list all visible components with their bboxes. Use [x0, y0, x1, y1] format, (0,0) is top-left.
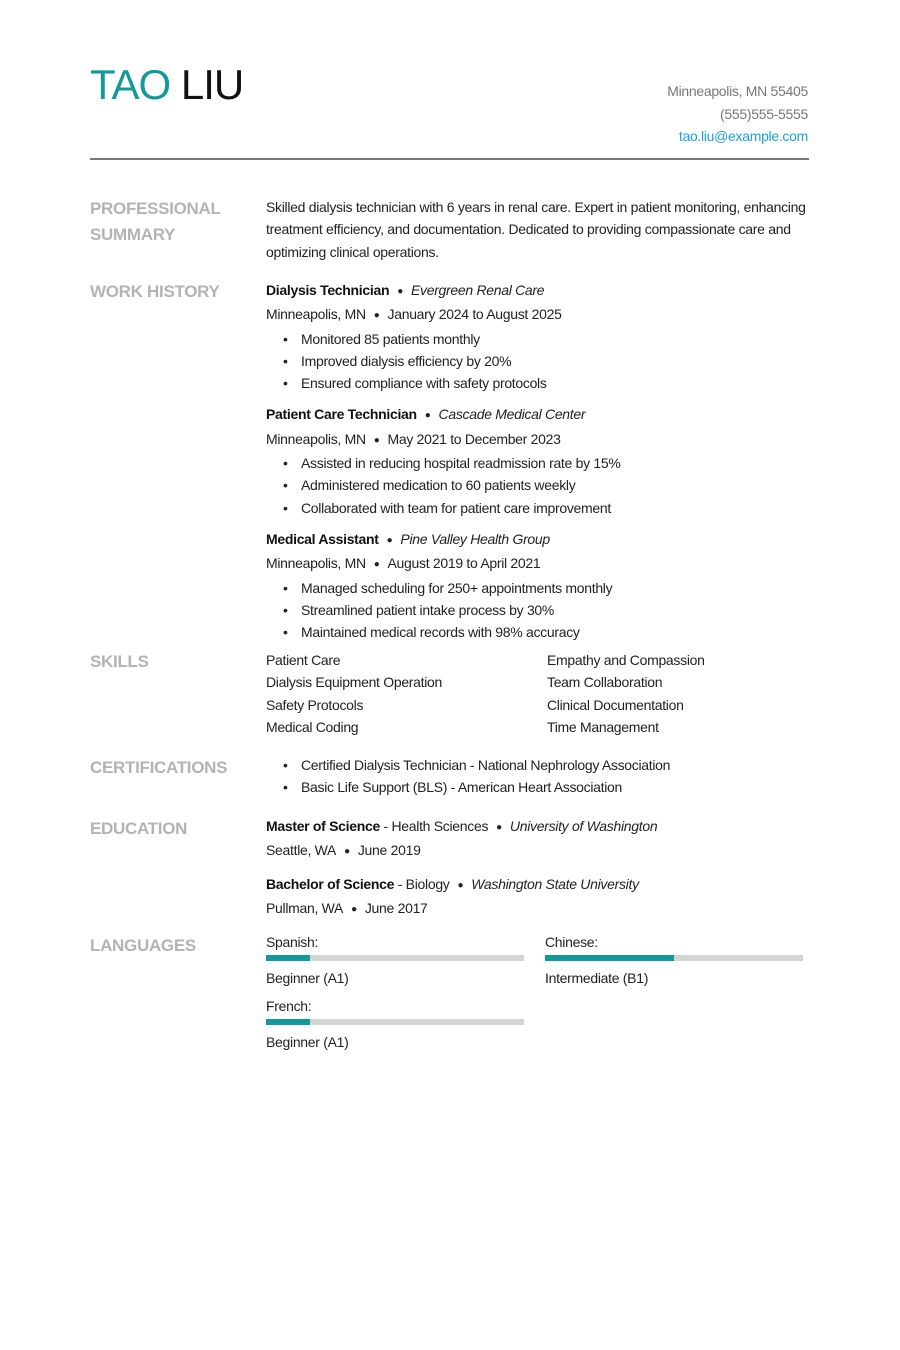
school-name: University of Washington: [509, 818, 658, 834]
languages-heading: LANGUAGES: [90, 936, 196, 955]
job-bullet: • Ensured compliance with safety protocols: [266, 372, 811, 394]
education-section: [266, 815, 811, 930]
header-divider: [90, 158, 809, 160]
job-bullet: • Collaborated with team for patient care improvement: [266, 497, 811, 519]
candidate-name: [90, 60, 243, 110]
proficiency-bar: [266, 1019, 524, 1025]
separator-dot: ●: [457, 879, 464, 891]
job-entry: [266, 403, 811, 518]
job-bullet: • Assisted in reducing hospital readmission rate by 15%: [266, 452, 811, 474]
school-name: Washington State University: [471, 875, 639, 892]
separator-dot: ●: [373, 559, 380, 571]
email-link[interactable]: tao.liu@example.com: [678, 128, 808, 144]
certifications-heading: CERTIFICATIONS: [90, 758, 228, 777]
job-location: Minneapolis, MN: [266, 430, 366, 447]
language-entry: [545, 931, 803, 989]
language-level: Intermediate (B1): [545, 970, 649, 986]
company-name: Cascade Medical Center: [438, 406, 586, 423]
language-level: Beginner (A1): [266, 1034, 349, 1050]
job-location: Minneapolis, MN: [266, 306, 366, 323]
job-title: Medical Assistant: [266, 530, 379, 547]
first-name: TAO: [90, 61, 171, 108]
languages-grid: [266, 931, 811, 1053]
skill-item: Dialysis Equipment Operation: [266, 674, 443, 691]
summary-text: Skilled dialysis technician with 6 years in renal care. Expert in patient monitoring, enhancing treatment efficiency, and documentation. Dedicated to providing compassionate care and optimizing clinical operations.: [266, 199, 806, 260]
language-entry: [266, 931, 545, 989]
job-title: Dialysis Technician: [266, 282, 390, 298]
job-entry: [266, 528, 811, 643]
last-name: LIU: [180, 61, 244, 108]
proficiency-fill: [266, 955, 310, 961]
proficiency-bar: [545, 955, 803, 961]
job-bullet: • Monitored 85 patients monthly: [266, 328, 811, 350]
certifications-list: [266, 754, 811, 799]
language-entry: [266, 995, 545, 1053]
degree: Bachelor of Science: [266, 875, 395, 892]
school-location: Pullman, WA: [266, 899, 344, 916]
separator-dot: ●: [373, 310, 380, 322]
job-title: Patient Care Technician: [266, 406, 417, 423]
education-entry: [266, 815, 811, 864]
job-bullet: • Streamlined patient intake process by 30%: [266, 599, 811, 621]
company-name: Pine Valley Health Group: [400, 530, 550, 547]
separator-dot: ●: [351, 903, 357, 915]
proficiency-fill: [545, 955, 674, 961]
education-heading: EDUCATION: [90, 819, 188, 838]
language-level: Beginner (A1): [266, 970, 349, 986]
summary-section: [266, 196, 811, 263]
separator-dot: ●: [424, 410, 431, 422]
field-of-study: - Health Sciences: [383, 818, 489, 834]
skill-item: Patient Care: [266, 652, 341, 668]
job-dates: January 2024 to August 2025: [387, 306, 562, 323]
graduation-date: June 2017: [364, 899, 428, 916]
skill-item: Time Management: [547, 718, 659, 735]
skills-grid: [266, 649, 811, 738]
language-name: Chinese:: [545, 934, 598, 950]
separator-dot: ●: [397, 286, 403, 297]
address: Minneapolis, MN 55405: [667, 83, 808, 99]
degree: Master of Science: [266, 818, 380, 834]
skill-item: Team Collaboration: [547, 674, 663, 691]
skills-heading: SKILLS: [90, 652, 149, 671]
language-name: Spanish:: [266, 934, 319, 950]
graduation-date: June 2019: [357, 842, 421, 859]
proficiency-fill: [266, 1019, 310, 1025]
job-bullets: [266, 452, 811, 519]
job-bullet: • Administered medication to 60 patients weekly: [266, 474, 811, 496]
job-bullet: • Maintained medical records with 98% accuracy: [266, 621, 811, 643]
contact-block: [667, 80, 808, 148]
separator-dot: ●: [344, 846, 350, 858]
job-bullets: [266, 328, 811, 395]
company-name: Evergreen Renal Care: [410, 282, 545, 298]
skill-item: Safety Protocols: [266, 696, 364, 713]
skill-item: Clinical Documentation: [547, 696, 684, 713]
summary-heading: PROFESSIONAL SUMMARY: [90, 199, 221, 244]
languages-section: [266, 931, 811, 1053]
job-dates: August 2019 to April 2021: [387, 555, 541, 572]
school-location: Seattle, WA: [266, 842, 337, 859]
proficiency-bar: [266, 955, 524, 961]
skill-item: Medical Coding: [266, 718, 359, 735]
job-bullet: • Improved dialysis efficiency by 20%: [266, 350, 811, 372]
field-of-study: - Biology: [397, 875, 450, 892]
education-entry: [266, 873, 811, 922]
certification-item: • Basic Life Support (BLS) - American Heart Association: [266, 776, 811, 798]
job-bullet: • Managed scheduling for 250+ appointments monthly: [266, 577, 811, 599]
skills-section: [266, 649, 811, 738]
certification-item: • Certified Dialysis Technician - National Nephrology Association: [266, 754, 811, 776]
job-dates: May 2021 to December 2023: [387, 430, 561, 447]
phone: (555)555-5555: [720, 105, 808, 122]
job-bullets: [266, 577, 811, 644]
separator-dot: ●: [373, 434, 380, 446]
work-history-heading: WORK HISTORY: [90, 282, 220, 301]
job-location: Minneapolis, MN: [266, 555, 366, 572]
work-history-section: [266, 279, 811, 652]
job-entry: [266, 279, 811, 394]
language-name: French:: [266, 998, 312, 1014]
skill-item: Empathy and Compassion: [547, 652, 705, 668]
certifications-section: [266, 754, 811, 799]
separator-dot: ●: [386, 534, 393, 546]
separator-dot: ●: [496, 822, 502, 833]
